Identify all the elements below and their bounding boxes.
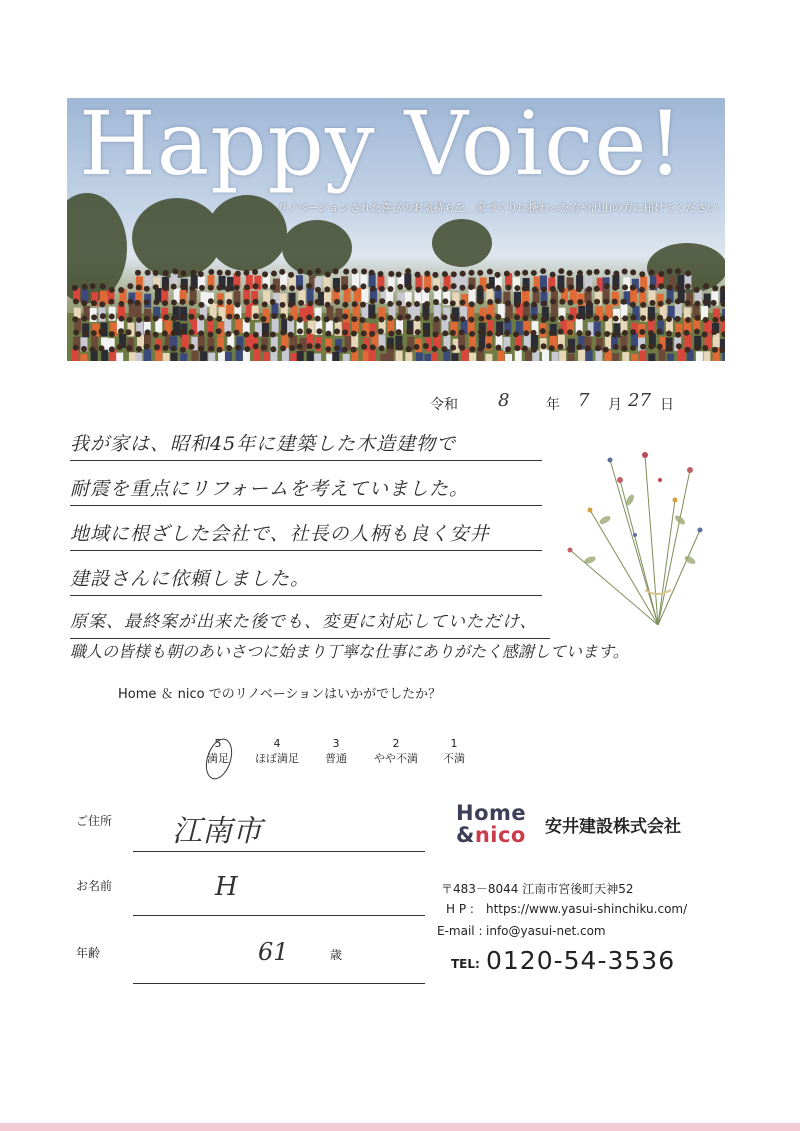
date-day-unit: 日 (660, 397, 674, 413)
date-year: 8 (498, 390, 510, 411)
comment-line-4: 建設さんに依頼しました。 (70, 555, 542, 596)
hp-link[interactable]: https://www.yasui-shinchiku.com/ (486, 902, 688, 916)
comment-line-1: 我が家は、昭和45年に建築した木造建物で (70, 420, 542, 461)
company-name: 安井建設株式会社 (545, 817, 681, 837)
name-label: お名前 (76, 879, 113, 893)
logo-amp: & (456, 823, 475, 847)
address-label: ご住所 (76, 814, 113, 828)
logo-home: Home (456, 801, 527, 825)
rating-option-3[interactable] (306, 737, 366, 767)
rating-question: Home ＆ nico でのリノベーションはいかがでしたか？ (118, 687, 442, 702)
date-era: 令和 (430, 397, 458, 413)
name-value: H (215, 872, 238, 902)
bouquet-illustration (550, 440, 720, 640)
comment-line-3: 地域に根ざした会社で、社長の人柄も良く安井 (70, 510, 542, 551)
age-line (133, 983, 425, 984)
age-unit: 歳 (330, 948, 343, 962)
rating-value: 5 (214, 737, 222, 750)
company-address: 〒483－8044 江南市宮後町天神52 (441, 882, 634, 896)
email-label: E-mail : (437, 924, 483, 938)
rating-label: ほぼ満足 (255, 752, 299, 765)
rating-label: 普通 (325, 752, 347, 765)
rating-value: 2 (392, 737, 400, 750)
comment-line-5: 原案、最終案が出来た後でも、変更に対応していただけ、 (70, 598, 550, 639)
logo-nico: nico (474, 823, 526, 847)
name-line (133, 915, 425, 916)
happy-voice-banner (67, 98, 725, 361)
comment-line-6: 職人の皆様も朝のあいさつに始まり丁寧な仕事にありがたく感謝しています。 (70, 642, 629, 661)
rating-value: 3 (332, 737, 340, 750)
rating-option-4[interactable] (247, 737, 307, 767)
tel-number[interactable]: 0120-54-3536 (486, 946, 676, 975)
address-line (133, 851, 425, 852)
tel-label: TEL: (451, 957, 480, 971)
date-day: 27 (628, 390, 651, 411)
date-year-unit: 年 (546, 397, 560, 413)
rating-label: やや不満 (374, 752, 418, 765)
rating-value: 1 (450, 737, 458, 750)
hp-label: H P : (446, 902, 474, 916)
date-month-unit: 月 (608, 397, 622, 413)
date-month: 7 (578, 390, 590, 411)
comment-line-2: 耐震を重点にリフォームを考えていました。 (70, 465, 542, 506)
date-row (430, 390, 710, 420)
rating-option-2[interactable] (366, 737, 426, 767)
email-link[interactable]: info@yasui-net.com (486, 924, 606, 938)
rating-label: 不満 (443, 752, 465, 765)
home-nico-logo (456, 802, 526, 846)
banner-subtitle: リノベーションされた喜びのお気持ちを、家づくりに携わった方や沢山の方に届けてください (277, 202, 717, 214)
rating-option-1[interactable] (424, 737, 484, 767)
bottom-stripe (0, 1123, 800, 1131)
rating-label: 満足 (207, 752, 229, 765)
banner-title: Happy Voice! (79, 98, 684, 195)
age-value: 61 (258, 938, 289, 966)
address-value: 江南市 (172, 814, 262, 849)
rating-value: 4 (273, 737, 281, 750)
age-label: 年齢 (76, 946, 101, 960)
